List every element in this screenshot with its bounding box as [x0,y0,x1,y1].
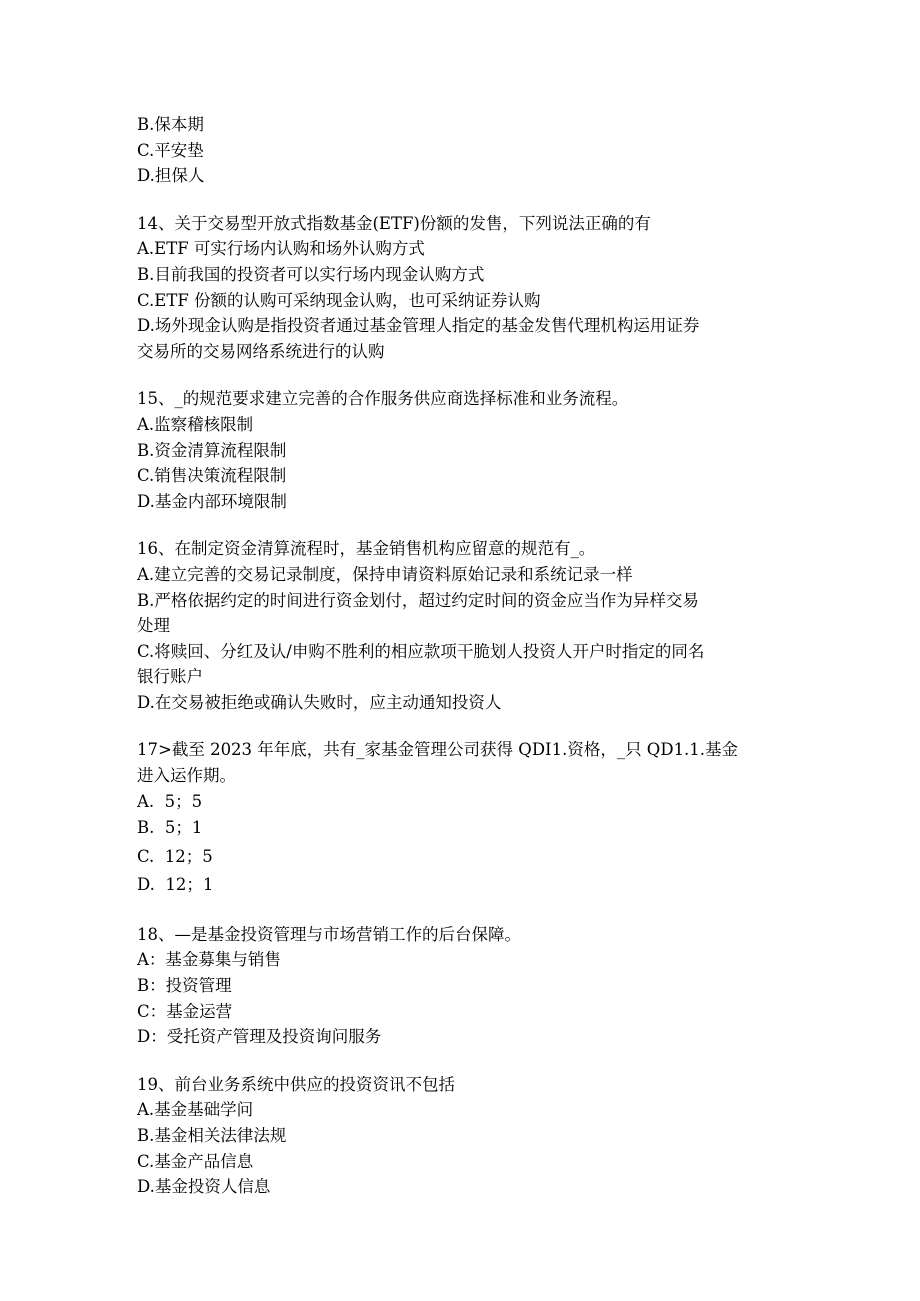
option-d: D.基金内部环境限制 [137,491,287,511]
option-c: C.将赎回、分红及认/申购不胜利的相应款项干脆划人投资人开户时指定的同名 [137,641,705,661]
question-text-continued: 进入运作期。 [137,766,236,786]
option-b: B.保本期 [137,115,204,134]
option-a: A.建立完善的交易记录制度，保持申请资料原始记录和系统记录一样 [137,564,633,584]
question-13-options [137,112,797,189]
document-content [137,112,797,1200]
option-d: D.基金投资人信息 [137,1177,271,1197]
option-a: A.监察稽核限制 [137,414,254,434]
question-text: 15、_的规范要求建立完善的合作服务供应商选择标准和业务流程。 [137,389,629,409]
option-a: A. 5；5 [137,791,203,811]
option-b: B.基金相关法律法规 [137,1125,287,1145]
option-d: D.担保人 [137,166,205,186]
question-text: 19、前台业务系统中供应的投资资讯不包括 [137,1074,455,1094]
option-d: D. 12；1 [137,875,214,895]
option-b: B：投资管理 [137,975,232,995]
question-text: 17>截至 2023 年年底，共有_家基金管理公司获得 QDI1.资格，_只 QD1.1.基金 [137,740,739,760]
option-d: D.场外现金认购是指投资者通过基金管理人指定的基金发售代理机构运用证券 [137,316,700,336]
question-19 [137,1072,797,1200]
option-d: D.在交易被拒绝或确认失败时，应主动通知投资人 [137,692,502,712]
question-text: 14、关于交易型开放式指数基金(ETF)份额的发售，下列说法正确的有 [137,213,651,233]
option-c: C.ETF 份额的认购可采纳现金认购，也可采纳证券认购 [137,290,541,310]
option-c-continued: 银行账户 [137,667,203,687]
option-c: C.基金产品信息 [137,1151,254,1171]
option-b: B.目前我国的投资者可以实行场内现金认购方式 [137,264,485,284]
question-15 [137,386,797,514]
option-b: B.资金清算流程限制 [137,440,287,460]
question-18 [137,922,797,1050]
option-c: C. 12；5 [137,846,213,866]
option-b: B.严格依据约定的时间进行资金划付，超过约定时间的资金应当作为异样交易 [137,590,699,610]
option-b-continued: 处理 [137,616,170,636]
option-d-continued: 交易所的交易网络系统进行的认购 [137,341,385,361]
question-17 [137,737,797,899]
option-a: A.基金基础学问 [137,1100,254,1120]
option-c: C.平安垫 [137,140,204,160]
option-b: B. 5；1 [137,818,203,838]
question-text: 18、—是基金投资管理与市场营销工作的后台保障。 [137,924,521,944]
option-c: C.销售决策流程限制 [137,466,287,486]
option-c: C：基金运营 [137,1001,233,1021]
option-d: D：受托资产管理及投资询问服务 [137,1027,382,1047]
question-text: 16、在制定资金清算流程时，基金销售机构应留意的规范有_。 [137,539,596,559]
question-14 [137,211,797,365]
question-16 [137,536,797,715]
option-a: A.ETF 可实行场内认购和场外认购方式 [137,239,425,259]
option-a: A：基金募集与销售 [137,950,281,970]
